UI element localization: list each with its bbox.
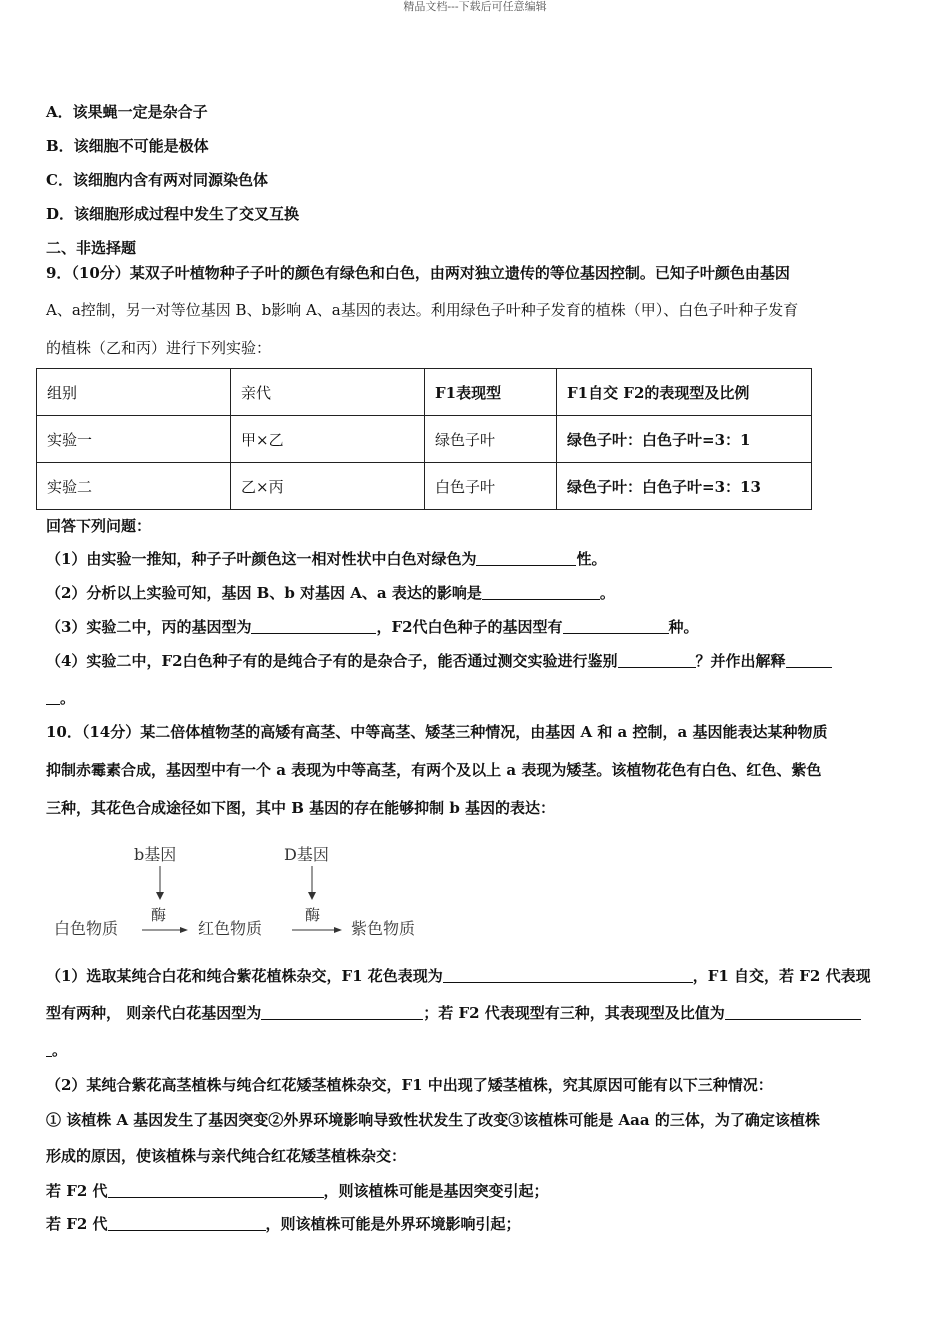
q9-sub2: （2）分析以上实验可知，基因 B、b 对基因 A、a 表达的影响是 。 — [46, 584, 615, 602]
q9-sub3: （3）实验二中，丙的基因型为 ，F2代白色种子的基因型有 种。 — [46, 618, 699, 636]
answer-blank[interactable] — [482, 584, 600, 600]
table-header-row — [37, 369, 812, 416]
answer-blank[interactable] — [108, 1215, 266, 1231]
q10-line1: 10．（14分）某二倍体植物茎的高矮有高茎、中等高茎、矮茎三种情况，由基因 A 和 a 控制，a 基因能表达某种物质 — [46, 723, 828, 741]
q10-sub2-line1: （2）某纯合紫花高茎植株与纯合红花矮茎植株杂交，F1 中出现了矮茎植株，究其原因可能有以下三种情况： — [46, 1076, 773, 1094]
gene-b-label: b基因 — [134, 845, 177, 864]
table-cell: 绿色子叶：白色子叶=3：13 — [557, 463, 812, 510]
q10-sub2-line3: 形成的原因，使该植株与亲代纯合红花矮茎植株杂交： — [46, 1147, 407, 1165]
q9-line2: A、a控制，另一对等位基因 B、b影响 A、a基因的表达。利用绿色子叶种子发育的植株（甲）、白色子叶种子发育 — [46, 301, 799, 319]
answer-blank[interactable] — [563, 618, 669, 634]
q10-sub2-line2: ① 该植株 A 基因发生了基因突变②外界环境影响导致性状发生了改变③该植株可能是 Aaa 的三体，为了确定该植株 — [46, 1111, 820, 1129]
table-header-cell: 亲代 — [231, 369, 425, 416]
table-row — [37, 416, 812, 463]
table-header-cell: F1表现型 — [425, 369, 557, 416]
table-cell: 实验二 — [37, 463, 231, 510]
table-cell: 实验一 — [37, 416, 231, 463]
option-b: B．该细胞不可能是极体 — [46, 137, 209, 155]
q9-sub4-cont: 。 — [46, 688, 75, 708]
page-header: 精品文档---下载后可任意编辑 — [403, 0, 547, 13]
answer-intro: 回答下列问题： — [46, 517, 152, 535]
answer-blank[interactable] — [108, 1182, 324, 1198]
option-c: C．该细胞内含有两对同源染色体 — [46, 171, 268, 189]
red-substance: 红色物质 — [198, 919, 263, 938]
q9-line1: 9．（10分）某双子叶植物种子子叶的颜色有绿色和白色，由两对独立遗传的等位基因控制。已知子叶颜色由基因 — [46, 264, 790, 282]
table-cell: 白色子叶 — [425, 463, 557, 510]
enzyme-label-2: 酶 — [305, 906, 321, 924]
table-row — [37, 463, 812, 510]
q10-sub2-line5: 若 F2 代 ，则该植株可能是外界环境影响引起； — [46, 1215, 521, 1233]
purple-substance: 紫色物质 — [351, 919, 416, 938]
gene-d-label: D基因 — [284, 845, 329, 864]
answer-blank[interactable] — [618, 652, 696, 668]
table-header-cell: F1自交 F2的表现型及比例 — [557, 369, 812, 416]
q10-sub1-line2: 型有两种， 则亲代白花基因型为 ；若 F2 代表现型有三种，其表现型及比值为 — [46, 1003, 861, 1023]
q10-sub2-line4: 若 F2 代 ，则该植株可能是基因突变引起； — [46, 1182, 549, 1200]
option-d: D．该细胞形成过程中发生了交叉互换 — [46, 205, 300, 223]
q9-line3: 的植株（乙和丙）进行下列实验： — [46, 339, 272, 357]
q10-line3: 三种，其花色合成途径如下图，其中 B 基因的存在能够抑制 b 基因的表达： — [46, 799, 556, 817]
table-cell: 绿色子叶：白色子叶=3：1 — [557, 416, 812, 463]
q9-sub4: （4）实验二中，F2白色种子有的是纯合子有的是杂合子，能否通过测交实验进行鉴别 ？并作出解释 — [46, 651, 832, 671]
answer-blank[interactable] — [725, 1004, 861, 1020]
white-substance: 白色物质 — [54, 919, 119, 938]
answer-blank[interactable] — [251, 618, 376, 634]
answer-blank[interactable] — [46, 689, 60, 705]
section-title: 二、非选择题 — [46, 239, 137, 257]
answer-blank[interactable] — [261, 1004, 423, 1020]
enzyme-label-1: 酶 — [151, 906, 167, 924]
pathway-arrows — [48, 842, 448, 952]
table-header-cell: 组别 — [37, 369, 231, 416]
experiment-table — [36, 368, 812, 510]
answer-blank[interactable] — [443, 967, 693, 983]
option-a: A．该果蝇一定是杂合子 — [46, 103, 208, 121]
q9-sub1: （1）由实验一推知，种子子叶颜色这一相对性状中白色对绿色为 性。 — [46, 550, 607, 568]
q10-line2: 抑制赤霉素合成，基因型中有一个 a 表现为中等高茎，有两个及以上 a 表现为矮茎。该植物花色有白色、红色、紫色 — [46, 761, 822, 779]
table-cell: 乙×丙 — [231, 463, 425, 510]
answer-blank[interactable] — [786, 652, 832, 668]
table-cell: 甲×乙 — [231, 416, 425, 463]
answer-blank[interactable] — [476, 550, 576, 566]
q10-sub1-line1: （1）选取某纯合白花和纯合紫花植株杂交，F1 花色表现为 ，F1 自交，若 F2 代表现 — [46, 967, 871, 985]
pathway-diagram — [48, 842, 448, 952]
q10-sub1-line3: 。 — [46, 1040, 67, 1060]
table-cell: 绿色子叶 — [425, 416, 557, 463]
